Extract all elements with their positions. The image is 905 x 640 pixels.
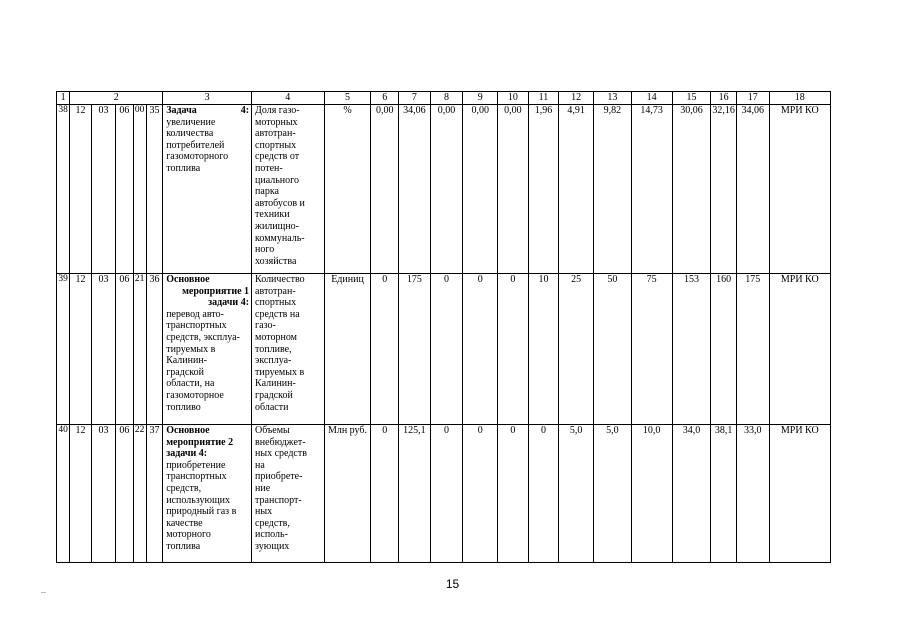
value-cell: 75 [631, 274, 672, 425]
task-line: топлива [166, 540, 201, 552]
value-cell: 30,06 [672, 105, 711, 274]
header-cell: 14 [631, 92, 672, 105]
task-line: газомоторного [166, 151, 229, 163]
indicator-line: хозяйства [255, 255, 297, 267]
value-cell: 25 [559, 274, 594, 425]
value-cell: 153 [672, 274, 711, 425]
value-cell: 0,00 [371, 105, 399, 274]
indicator-line: ного [255, 244, 275, 256]
code-cell: 12 [70, 105, 91, 274]
indicator-line: спортных [255, 297, 297, 309]
indicator-line: техники [255, 209, 290, 221]
indicator-line: средств, [255, 517, 290, 529]
value-cell: 0 [463, 274, 498, 425]
value-cell: 9,82 [594, 105, 632, 274]
value-cell: 32,16 [711, 105, 737, 274]
code-cell: 00 [133, 105, 146, 274]
value-cell: 0,00 [463, 105, 498, 274]
indicator-line: циального [255, 174, 300, 186]
indicator-cell [252, 105, 324, 274]
unit-cell: Единиц [324, 274, 371, 425]
indicator-cell [252, 425, 324, 563]
code-cell: 03 [91, 425, 116, 563]
task-title: мероприятие 2 [166, 436, 234, 448]
indicator-line: Объемы [255, 425, 290, 436]
indicator-line: внебюджет- [255, 436, 306, 448]
task-line: тируемых в [166, 343, 216, 355]
value-cell: 0 [371, 425, 399, 563]
table-row [57, 105, 831, 274]
table-row [57, 274, 831, 425]
value-cell: 4,91 [559, 105, 594, 274]
task-cell [163, 425, 252, 563]
header-cell: 12 [559, 92, 594, 105]
task-line: газомоторное [166, 389, 224, 401]
task-line: топлива [166, 162, 201, 174]
value-cell: 34,0 [672, 425, 711, 563]
value-cell: 50 [594, 274, 632, 425]
indicator-line: Количество [255, 274, 305, 285]
indicator-line: автотран- [255, 285, 296, 297]
responsible-cell: МРИ КО [769, 274, 830, 425]
header-cell: 6 [371, 92, 399, 105]
table-row [57, 425, 831, 563]
value-cell: 1,96 [528, 105, 559, 274]
task-line: области, на [166, 378, 215, 390]
task-line: природный газ в [166, 506, 237, 518]
indicator-cell [252, 274, 324, 425]
task-cell [163, 105, 252, 274]
indicator-line: на [255, 459, 265, 471]
header-cell: 13 [594, 92, 632, 105]
task-line: топливо [166, 401, 201, 413]
header-cell: 7 [399, 92, 431, 105]
code-cell: 36 [146, 274, 162, 425]
row-number: 40 [57, 425, 70, 563]
task-title: Задача 4: [166, 105, 250, 116]
header-cell: 10 [498, 92, 529, 105]
program-table [56, 91, 831, 563]
indicator-line: потен- [255, 162, 283, 174]
value-cell: 0 [498, 274, 529, 425]
indicator-line: транспорт- [255, 494, 302, 506]
responsible-cell: МРИ КО [769, 105, 830, 274]
header-cell: 1 [57, 92, 70, 105]
indicator-line: спортных [255, 139, 297, 151]
indicator-line: Доля газо- [255, 105, 300, 116]
task-line: Калинин- [166, 355, 207, 367]
unit-cell: Млн руб. [324, 425, 371, 563]
code-cell: 22 [133, 425, 146, 563]
code-cell: 37 [146, 425, 162, 563]
task-title: задачи 4: [208, 297, 250, 309]
code-cell: 06 [116, 425, 133, 563]
value-cell: 0,00 [430, 105, 463, 274]
header-cell: 4 [252, 92, 324, 105]
value-cell: 160 [711, 274, 737, 425]
indicator-line: Калинин- [255, 378, 296, 390]
task-line: транспортных [166, 471, 227, 483]
value-cell: 0 [498, 425, 529, 563]
indicator-line: средств от [255, 151, 300, 163]
task-line: качестве [166, 517, 203, 529]
indicator-line: автобусов и [255, 197, 305, 209]
task-line: средств, эксплуа- [166, 331, 240, 343]
task-line: средств, [166, 482, 202, 494]
code-cell: 06 [116, 105, 133, 274]
indicator-line: жилищно- [255, 220, 300, 232]
code-cell: 03 [91, 274, 116, 425]
indicator-line: градской [255, 389, 293, 401]
indicator-line: исполь- [255, 529, 288, 541]
indicator-line: автотран- [255, 128, 296, 140]
header-cell: 15 [672, 92, 711, 105]
code-cell: 35 [146, 105, 162, 274]
indicator-line: приобрете- [255, 471, 303, 483]
task-line: моторного [166, 529, 211, 541]
value-cell: 125,1 [399, 425, 431, 563]
task-cell [163, 274, 252, 425]
header-cell: 2 [70, 92, 163, 105]
task-line: количества [166, 128, 214, 140]
indicator-line: эксплуа- [255, 355, 292, 367]
header-cell: 5 [324, 92, 371, 105]
value-cell: 38,1 [711, 425, 737, 563]
task-line: перевод авто- [166, 308, 224, 320]
code-cell: 12 [70, 425, 91, 563]
value-cell: 0 [463, 425, 498, 563]
value-cell: 34,06 [399, 105, 431, 274]
task-title: мероприятие 1 [182, 285, 250, 297]
header-cell: 16 [711, 92, 737, 105]
task-line: транспортных [166, 320, 227, 332]
header-cell: 18 [769, 92, 830, 105]
indicator-line: коммуналь- [255, 232, 305, 244]
value-cell: 0 [371, 274, 399, 425]
value-cell: 14,73 [631, 105, 672, 274]
scan-artifact [41, 592, 46, 593]
value-cell: 10 [528, 274, 559, 425]
indicator-line: области [255, 401, 289, 413]
value-cell: 10,0 [631, 425, 672, 563]
header-cell: 17 [736, 92, 769, 105]
header-cell: 8 [430, 92, 463, 105]
value-cell: 5,0 [559, 425, 594, 563]
task-title: Основное [166, 425, 210, 436]
indicator-line: парка [255, 186, 279, 198]
task-line: потребителей [166, 139, 225, 151]
indicator-line: ных [255, 506, 273, 518]
indicator-line: топливе, [255, 343, 292, 355]
unit-cell: % [324, 105, 371, 274]
indicator-line: ние [255, 482, 271, 494]
page-number: 15 [445, 577, 460, 591]
header-cell: 11 [528, 92, 559, 105]
header-cell: 9 [463, 92, 498, 105]
indicator-line: средств на [255, 308, 300, 320]
value-cell: 33,0 [736, 425, 769, 563]
responsible-cell: МРИ КО [769, 425, 830, 563]
code-cell: 21 [133, 274, 146, 425]
indicator-line: тируемых в [255, 366, 305, 378]
task-title: задачи 4: [166, 448, 208, 460]
value-cell: 175 [399, 274, 431, 425]
row-number: 38 [57, 105, 70, 274]
indicator-line: зующих [255, 540, 290, 552]
code-cell: 03 [91, 105, 116, 274]
value-cell: 0 [528, 425, 559, 563]
indicator-line: моторных [255, 116, 298, 128]
code-cell: 12 [70, 274, 91, 425]
row-number: 39 [57, 274, 70, 425]
value-cell: 0 [430, 274, 463, 425]
value-cell: 175 [736, 274, 769, 425]
code-cell: 06 [116, 274, 133, 425]
value-cell: 5,0 [594, 425, 632, 563]
indicator-line: газо- [255, 320, 276, 332]
task-line: использующих [166, 494, 231, 506]
task-line: приобретение [166, 459, 226, 471]
task-title: Основное [166, 274, 210, 285]
value-cell: 0,00 [498, 105, 529, 274]
header-cell: 3 [163, 92, 252, 105]
header-row [57, 92, 831, 105]
indicator-line: моторном [255, 331, 297, 343]
task-line: градской [166, 366, 204, 378]
task-line: увеличение [166, 116, 216, 128]
value-cell: 0 [430, 425, 463, 563]
indicator-line: ных средств [255, 448, 307, 460]
value-cell: 34,06 [736, 105, 769, 274]
